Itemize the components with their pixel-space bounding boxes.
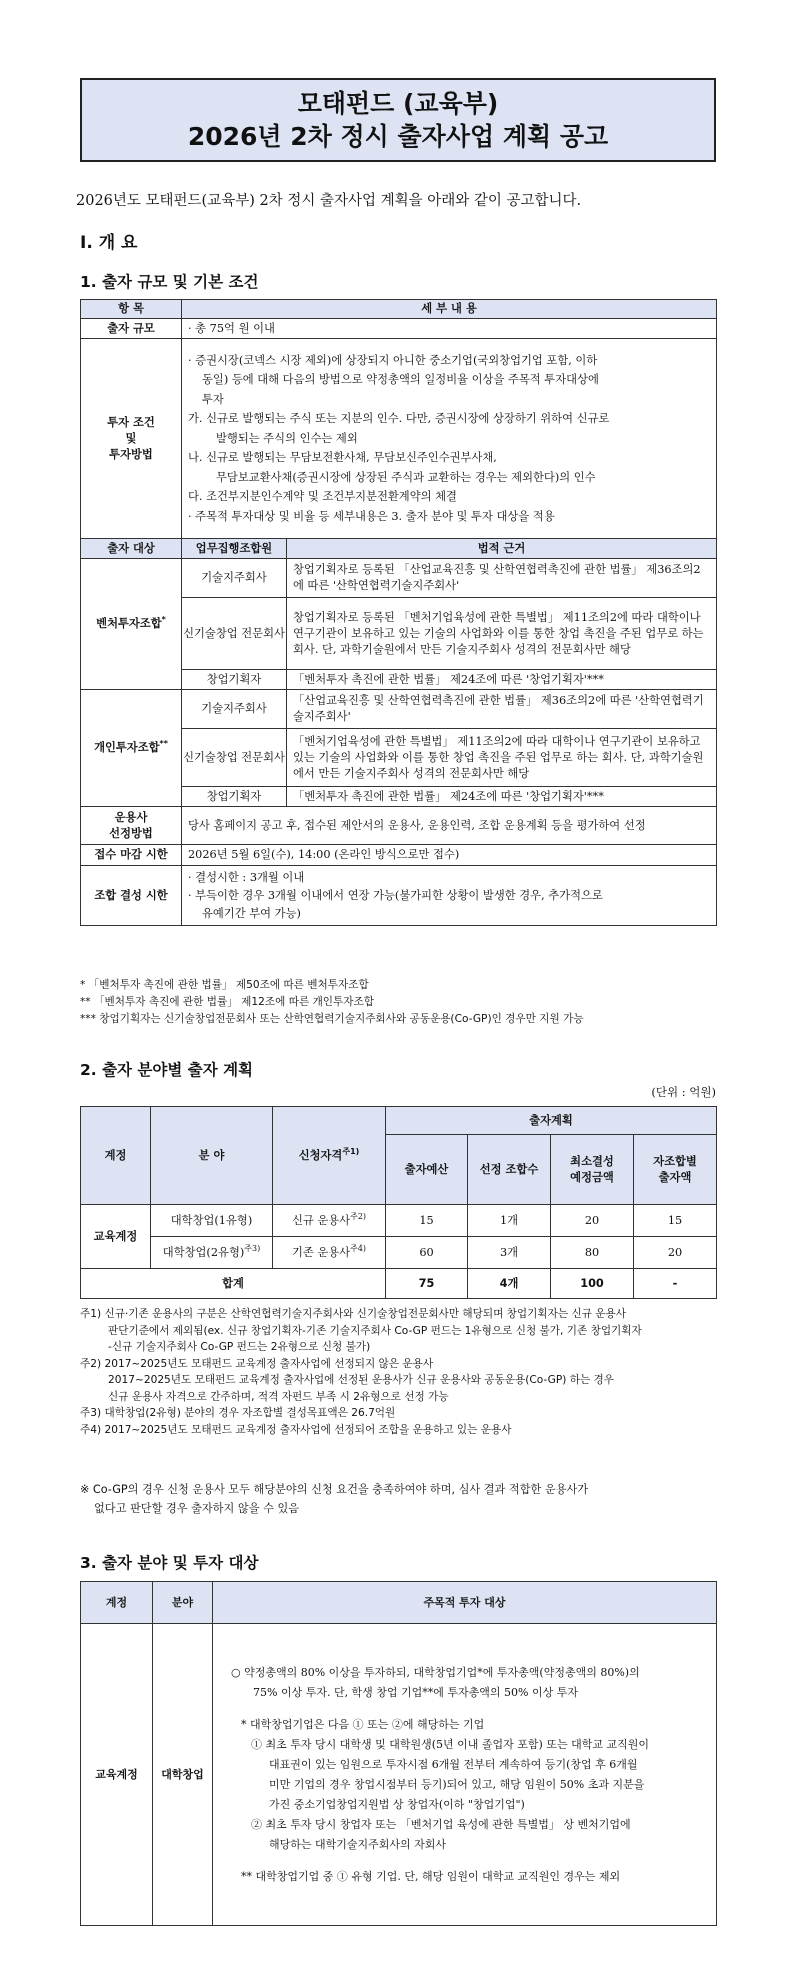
title-box <box>80 78 716 162</box>
scale-value: · 총 75억 원 이내 <box>182 319 717 339</box>
formation-label: 조합 결성 시한 <box>81 866 182 926</box>
field-cell: 대학창업(2유형)$^{주3)}$ <box>151 1237 273 1269</box>
target-legal-header: 법적 근거 <box>287 539 717 559</box>
count-cell: 1개 <box>468 1205 551 1237</box>
venture-legal-2: 창업기획자로 등록된 「벤처기업육성에 관한 특별법」 제11조의2에 따라 대학이나 연구기관이 보유하고 있는 기술의 사업화와 이를 통한 창업 촉진을 주된 업무로 하는 회사. 단, 과학기술원에서 만든 기술지주회사 성격의 전문회사만 해당 <box>287 598 717 670</box>
section-1-heading: Ⅰ. 개 요 <box>80 233 138 253</box>
total-row <box>81 1269 717 1299</box>
header-plan: 출자계획 <box>386 1107 717 1135</box>
field-cell: 대학창업 <box>153 1624 213 1926</box>
deadline-detail: 2026년 5월 6일(수), 14:00 (온라인 방식으로만 접수) <box>182 845 717 866</box>
funding-plan-table <box>80 1106 717 1299</box>
formation-detail: · 결성시한 : 3개월 이내 · 부득이한 경우 3개월 이내에서 연장 가능(불가피한 상황이 발생한 경우, 추가적으로 유예기간 부여 가능) <box>182 866 717 926</box>
header-account: 계정 <box>81 1582 153 1624</box>
select-detail: 당사 홈페이지 공고 후, 접수된 제안서의 운용사, 운용인력, 조합 운용계획 등을 평가하여 선정 <box>182 807 717 845</box>
table-row <box>81 1205 717 1237</box>
target-detail: ○ 약정총액의 80% 이상을 투자하되, 대학창업기업*에 투자총액(약정총액의 80%)의 75% 이상 투자. 단, 학생 창업 기업**에 투자총액의 50% 이상 투자 * 대학창업기업은 다음 ① 또는 ②에 해당하는 기업 ① 최초 투자 당시 대학생 및 대학원생(5년 이내 졸업자 포함) 또는 대학교 교직원이 대표권이 있는 임원으로 투자시점 6개월 전부터 계속하여 등기(창업 후 6개월 미만 기업의 경우 창업시점부터 등기)되어 있고, 해당 임원이 50% 초과 지분을 가진 중소기업창업지원법 상 창업자(이하 "창업기업") ② 최초 투자 당시 창업자 또는 「벤처기업 육성에 관한 특별법」 상 벤처기업에 해당하는 대학기술지주회사의 자회사 ** 대학창업기업 중 ① 유형 기업. 단, 해당 임원이 대학교 교직원인 경우는 제외 <box>213 1624 717 1926</box>
personal-type-3: 창업기획자 <box>182 787 287 807</box>
header-account: 계정 <box>81 1107 151 1205</box>
total-count: 4개 <box>468 1269 551 1299</box>
personal-legal-2: 「벤처기업육성에 관한 특별법」 제11조의2에 따라 대학이나 연구기관이 보유하고 있는 기술의 사업화와 이를 통한 창업 촉진을 주된 업무로 하는 회사. 단, 과학기술원에서 만든 기술지주회사 성격의 전문회사만 해당 <box>287 729 717 787</box>
min-cell: 20 <box>551 1205 634 1237</box>
min-cell: 80 <box>551 1237 634 1269</box>
header-qualification: 신청자격$^{주1)}$ <box>273 1107 386 1205</box>
title-line-2: 2026년 2차 정시 출자사업 계획 공고 <box>187 122 609 151</box>
venture-type-3: 창업기획자 <box>182 670 287 690</box>
personal-legal-1: 「산업교육진흥 및 산학연협력촉진에 관한 법률」 제36조의2에 따른 '산학연협력기술지주회사' <box>287 690 717 729</box>
ratio-cell: 15 <box>634 1205 717 1237</box>
table-1-notes: * 「벤처투자 촉진에 관한 법률」 제50조에 따른 벤처투자조합 ** 「벤처투자 촉진에 관한 법률」 제12조에 따른 개인투자조합 *** 창업기획자는 신기술창업전문회사 또는 산학연협력기술지주회사와 공동운용(Co-GP)인 경우만 지원 가능 <box>80 979 584 1025</box>
header-budget: 출자예산 <box>386 1135 468 1205</box>
section-3-heading: 3. 출자 분야 및 투자 대상 <box>80 1554 259 1572</box>
venture-legal-3: 「벤처투자 촉진에 관한 법률」 제24조에 따른 '창업기획자'*** <box>287 670 717 690</box>
header-target: 주목적 투자 대상 <box>213 1582 717 1624</box>
section-2-heading: 2. 출자 분야별 출자 계획 <box>80 1061 254 1079</box>
ratio-cell: 20 <box>634 1237 717 1269</box>
header-detail: 세 부 내 용 <box>182 300 717 319</box>
deadline-label: 접수 마감 시한 <box>81 845 182 866</box>
venture-type-2: 신기술창업 전문회사 <box>182 598 287 670</box>
header-min-amount: 최소결성 예정금액 <box>551 1135 634 1205</box>
investment-target-table <box>80 1581 717 1926</box>
personal-legal-3: 「벤처투자 촉진에 관한 법률」 제24조에 따른 '창업기획자'*** <box>287 787 717 807</box>
target-label: 출자 대상 <box>81 539 182 559</box>
field-cell: 대학창업(1유형) <box>151 1205 273 1237</box>
personal-type-1: 기술지주회사 <box>182 690 287 729</box>
invest-label: 투자 조건 및 투자방법 <box>81 339 182 539</box>
invest-detail: · 증권시장(코넥스 시장 제외)에 상장되지 아니한 중소기업(국외창업기업 포함, 이하 동일) 등에 대해 다음의 방법으로 약정총액의 일정비율 이상을 주목적 투자대상에 투자 가. 신규로 발행되는 주식 또는 지분의 인수. 다만, 증권시장에 상장하기 위하여 신규로 발행되는 주식의 인수는 제외 나. 신규로 발행되는 무담보전환사채, 무담보신주인수권부사채, 무담보교환사채(증권시장에 상장된 주식과 교환하는 경우는 제외한다)의 인수 다. 조건부지분인수계약 및 조건부지분전환계약의 체결 · 주목적 투자대상 및 비율 등 세부내용은 3. 출자 분야 및 투자 대상을 적용 <box>182 339 717 539</box>
header-field: 분 야 <box>151 1107 273 1205</box>
total-label: 합계 <box>81 1269 386 1299</box>
total-ratio: - <box>634 1269 717 1299</box>
account-cell: 교육계정 <box>81 1205 151 1269</box>
unit-label: (단위 : 억원) <box>651 1085 716 1099</box>
intro-text: 2026년도 모태펀드(교육부) 2차 정시 출자사업 계획을 아래와 같이 공고합니다. <box>76 193 582 209</box>
total-min: 100 <box>551 1269 634 1299</box>
header-per-fund: 자조합별 출자액 <box>634 1135 717 1205</box>
personal-label: 개인투자조합** <box>81 690 182 807</box>
section-1-sub-heading: 1. 출자 규모 및 기본 조건 <box>80 273 259 291</box>
target-gp-header: 업무집행조합원 <box>182 539 287 559</box>
account-cell: 교육계정 <box>81 1624 153 1926</box>
basic-conditions-table <box>80 299 717 926</box>
header-item: 항 목 <box>81 300 182 319</box>
qual-cell: 기존 운용사$^{주4)}$ <box>273 1237 386 1269</box>
scale-label: 출자 규모 <box>81 319 182 339</box>
budget-cell: 60 <box>386 1237 468 1269</box>
header-field: 분야 <box>153 1582 213 1624</box>
title-line-1: 모태펀드 (교육부) <box>297 89 499 118</box>
table-row <box>81 1237 717 1269</box>
venture-label: 벤처투자조합* <box>81 559 182 690</box>
venture-legal-1: 창업기획자로 등록된 「산업교육진흥 및 산학연협력촉진에 관한 법률」 제36조의2에 따른 '산학연협력기술지주회사' <box>287 559 717 598</box>
header-count: 선정 조합수 <box>468 1135 551 1205</box>
qual-cell: 신규 운용사$^{주2)}$ <box>273 1205 386 1237</box>
cogp-note: ※ Co-GP의 경우 신청 운용사 모두 해당분야의 신청 요건을 충족하여야 하며, 심사 결과 적합한 운용사가 없다고 판단할 경우 출자하지 않을 수 있음 <box>80 1483 589 1515</box>
budget-cell: 15 <box>386 1205 468 1237</box>
venture-type-1: 기술지주회사 <box>182 559 287 598</box>
count-cell: 3개 <box>468 1237 551 1269</box>
select-label: 운용사 선정방법 <box>81 807 182 845</box>
personal-type-2: 신기술창업 전문회사 <box>182 729 287 787</box>
total-budget: 75 <box>386 1269 468 1299</box>
table-2-notes: 주1) 신규·기존 운용사의 구분은 산학연협력기술지주회사와 신기술창업전문회사만 해당되며 창업기획자는 신규 운용사 판단기준에서 제외됨(ex. 신규 창업기획자-기존 기술지주회사 Co-GP 펀드는 1유형으로 신청 불가, 기존 창업기획자 -신규 기술지주회사 Co-GP 펀드는 2유형으로 신청 불가) 주2) 2017~2025년도 모태펀드 교육계정 출자사업에 선정되지 않은 운용사 2017~2025년도 모태펀드 교육계정 출자사업에 선정된 운용사가 신규 운용사와 공동운용(Co-GP) 하는 경우 신규 운용사 자격으로 간주하며, 적격 자펀드 부족 시 2유형으로 선정 가능 주3) 대학창업(2유형) 분야의 경우 자조합별 결성목표액은 26.7억원 주4) 2017~2025년도 모태펀드 교육계정 출자사업에 선정되어 조합을 운용하고 있는 운용사 <box>80 1308 642 1436</box>
